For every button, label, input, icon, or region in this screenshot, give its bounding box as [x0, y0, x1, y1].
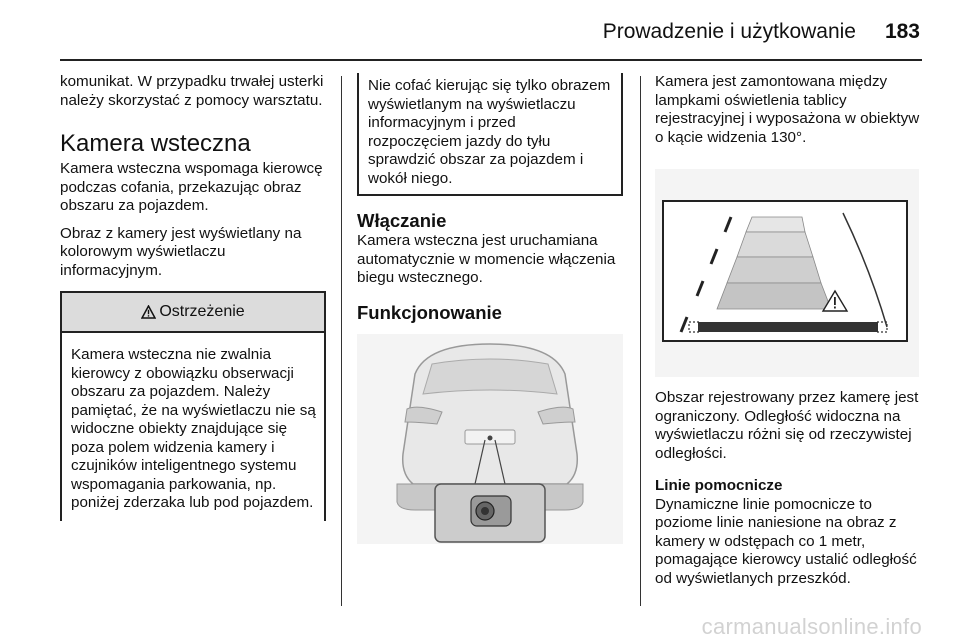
column-divider-right: [640, 76, 641, 606]
camera-display-illustration: [655, 169, 919, 377]
camera-mount-paragraph: Kamera jest zamontowana między lampkami oświetlenia tablicy rejestracyjnej i wyposażona w obiektyw o kącie widzenia 130°.: [655, 73, 920, 146]
car-rear-camera-illustration: [357, 334, 623, 544]
warning-title: Ostrzeżenie: [159, 302, 245, 320]
warning-box: [60, 291, 326, 521]
camera-range-paragraph: Obszar rejestrowany przez kamerę jest ograniczony. Odległość widoczna na wyświetlaczu różni się od rzeczywistej odległości.: [655, 389, 919, 462]
heading-switching-on: Włączanie: [357, 210, 447, 231]
warning-continued-text: Nie cofać kierując się tylko obrazem wyświetlanym na wyświetlaczu informacyjnym i przed rozpoczęciem jazdy do tyłu sprawdzić obszar za pojazdem i wokół niego.: [368, 77, 611, 187]
header-rule: [60, 59, 922, 61]
watermark: carmanualsonline.info: [701, 614, 922, 639]
section-heading-rear-camera: Kamera wsteczna: [60, 130, 251, 157]
rear-camera-paragraph-2: Obraz z kamery jest wyświetlany na kolorowym wyświetlaczu informacyjnym.: [60, 224, 302, 279]
header-title: Prowadzenie i użytkowanie: [602, 20, 856, 43]
warning-box-continued: [357, 73, 623, 196]
column-divider-left: [341, 76, 342, 606]
heading-guide-lines: Linie pomocnicze: [655, 477, 783, 494]
rear-camera-paragraph-1: Kamera wsteczna wspomaga kierowcę podczas cofania, przekazując obraz obszaru za pojazdem.: [60, 160, 323, 214]
column-left: [60, 73, 326, 521]
column-middle: [357, 73, 623, 544]
warning-header: [62, 293, 324, 333]
guide-lines-paragraph: Dynamiczne linie pomocnicze to poziome linie naniesione na obraz z kamery w odstępach co 1 metr, pomagające kierowcy ustalić odległość od wyświetlanych przeszkód.: [655, 495, 917, 587]
page-number: 183: [884, 20, 920, 43]
column-right: [655, 73, 920, 588]
warning-text: Kamera wsteczna nie zwalnia kierowcy z obowiązku obserwacji obszaru za pojazdem. Należy pamiętać, że na wyświetlaczu nie są widoczne obiekty znajdujące się poza polem widzenia kamery i czujników inteligentnego systemu wspomagania parkowania, np. poniżej zderzaka lub pod pojazdem.: [71, 346, 316, 511]
intro-paragraph: komunikat. W przypadku trwałej usterki należy skorzystać z pomocy warsztatu.: [60, 73, 324, 109]
warning-triangle-icon: [141, 305, 156, 319]
page-header: [0, 0, 960, 62]
heading-function: Funkcjonowanie: [357, 301, 502, 323]
switching-on-paragraph: Kamera wsteczna jest uruchamiana automatycznie w momencie włączenia biegu wstecznego.: [357, 232, 616, 286]
